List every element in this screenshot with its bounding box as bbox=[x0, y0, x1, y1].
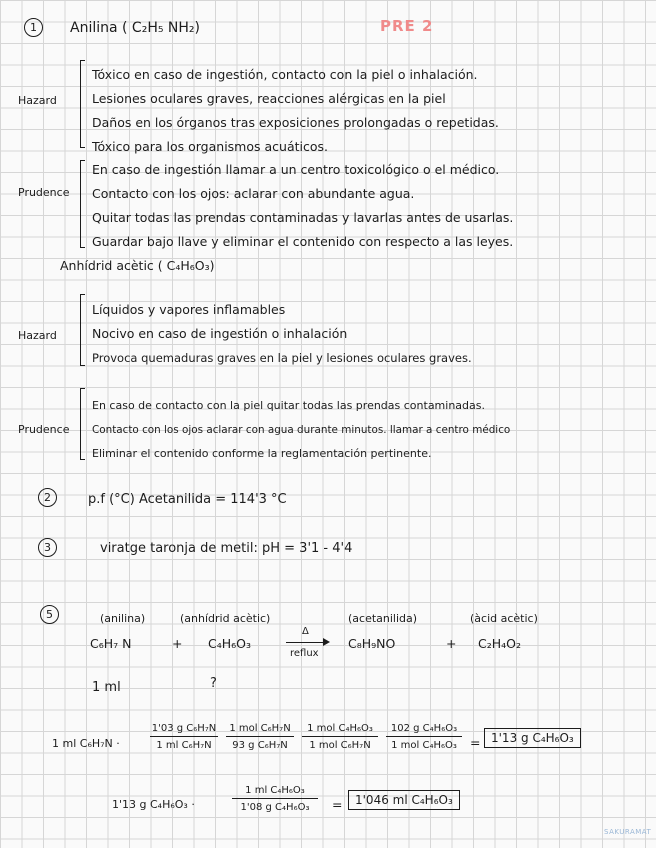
label-anilina: (anilina) bbox=[100, 612, 146, 625]
calc1-start: 1 ml C₆H₇N · bbox=[52, 737, 120, 750]
hazard-line: Líquidos y vapores inflamables bbox=[92, 302, 286, 317]
indicator-range: viratge taronja de metil: pH = 3'1 - 4'4 bbox=[100, 541, 353, 556]
fraction-denominator: 93 g C₆H₇N bbox=[232, 740, 288, 751]
hazard-line: Nocivo en caso de ingestión o inhalación bbox=[92, 326, 348, 341]
fraction-numerator: 1 ml C₄H₆O₃ bbox=[232, 784, 318, 799]
fraction-numerator: 1 mol C₄H₆O₃ bbox=[302, 722, 378, 737]
conversion-fraction bbox=[386, 722, 462, 752]
prudence-brace bbox=[80, 160, 89, 248]
hazard-label: Hazard bbox=[18, 329, 57, 342]
label-acetanilida: (acetanilida) bbox=[348, 612, 418, 625]
melting-point: p.f (°C) Acetanilida = 114'3 °C bbox=[88, 492, 287, 507]
reactant-anilina: C₆H₇ N bbox=[90, 636, 132, 651]
label-acid-acetic: (àcid acètic) bbox=[470, 612, 538, 625]
conversion-fraction bbox=[232, 784, 318, 814]
equals-sign: = bbox=[332, 797, 343, 812]
prudence-line: En caso de contacto con la piel quitar todas las prendas contaminadas. bbox=[92, 399, 485, 412]
section-number-3: 3 bbox=[38, 538, 57, 557]
fraction-denominator: 1 mol C₄H₆O₃ bbox=[391, 740, 457, 751]
product-acetanilida: C₈H₉NO bbox=[348, 636, 396, 651]
reaction-arrow bbox=[286, 642, 328, 643]
prudence-label: Prudence bbox=[18, 423, 70, 436]
product-acid-acetic: C₂H₄O₂ bbox=[478, 636, 521, 651]
fraction-denominator: 1 ml C₆H₇N bbox=[156, 740, 212, 751]
hazard-line: Provoca quemaduras graves en la piel y lesiones oculares graves. bbox=[92, 351, 472, 365]
plus-sign: + bbox=[172, 636, 183, 651]
volume-label: 1 ml bbox=[92, 680, 121, 695]
fraction-numerator: 102 g C₄H₆O₃ bbox=[386, 722, 462, 737]
fraction-numerator: 1'03 g C₆H₇N bbox=[150, 722, 218, 737]
section-number-1: 1 bbox=[24, 18, 43, 37]
fraction-numerator: 1 mol C₆H₇N bbox=[226, 722, 294, 737]
hazard-line: Daños en los órganos tras exposiciones prolongadas o repetidas. bbox=[92, 115, 499, 130]
anhidrid-title: Anhídrid acètic ( C₄H₆O₃) bbox=[60, 258, 215, 273]
hazard-line: Tóxico en caso de ingestión, contacto con la piel o inhalación. bbox=[92, 67, 478, 82]
calc2-start: 1'13 g C₄H₆O₃ · bbox=[112, 798, 195, 811]
prudence-line: Contacto con los ojos aclarar con agua durante minutos. llamar a centro médico bbox=[92, 424, 511, 436]
prudence-label: Prudence bbox=[18, 186, 70, 199]
prudence-line: Contacto con los ojos: aclarar con abundante agua. bbox=[92, 186, 415, 201]
pre-badge: PRE 2 bbox=[380, 17, 434, 35]
hazard-label: Hazard bbox=[18, 94, 57, 107]
reactant-anhidrid: C₄H₆O₃ bbox=[208, 636, 251, 651]
fraction-denominator: 1 mol C₆H₇N bbox=[309, 740, 371, 751]
hazard-brace bbox=[80, 60, 89, 148]
section-number-2: 2 bbox=[38, 488, 57, 507]
label-anhidrid: (anhídrid acètic) bbox=[180, 612, 271, 625]
conversion-fraction bbox=[150, 722, 218, 752]
prudence-line: Quitar todas las prendas contaminadas y lavarlas antes de usarlas. bbox=[92, 210, 514, 225]
arrow-top-label: Δ bbox=[302, 626, 309, 637]
hazard-brace bbox=[80, 294, 89, 366]
prudence-line: Guardar bajo llave y eliminar el contenido con respecto a las leyes. bbox=[92, 234, 514, 249]
prudence-line: Eliminar el contenido conforme la reglamentación pertinente. bbox=[92, 447, 432, 460]
unknown-mark: ? bbox=[210, 676, 217, 691]
hazard-line: Tóxico para los organismos acuáticos. bbox=[92, 139, 328, 154]
prudence-brace bbox=[80, 388, 89, 460]
watermark: SAKURAMAT bbox=[604, 828, 652, 836]
arrow-bottom-label: reflux bbox=[290, 648, 319, 659]
conversion-fraction bbox=[302, 722, 378, 752]
equals-sign: = bbox=[470, 735, 481, 750]
plus-sign: + bbox=[446, 636, 457, 651]
section-number-5: 5 bbox=[40, 605, 59, 624]
fraction-denominator: 1'08 g C₄H₆O₃ bbox=[240, 802, 310, 813]
prudence-line: En caso de ingestión llamar a un centro toxicológico o el médico. bbox=[92, 162, 500, 177]
result-box: 1'13 g C₄H₆O₃ bbox=[484, 728, 581, 748]
conversion-fraction bbox=[226, 722, 294, 752]
anilina-title: Anilina ( C₂H₅ NH₂) bbox=[70, 20, 200, 36]
hazard-line: Lesiones oculares graves, reacciones alérgicas en la piel bbox=[92, 91, 446, 106]
result-box: 1'046 ml C₄H₆O₃ bbox=[348, 790, 460, 810]
